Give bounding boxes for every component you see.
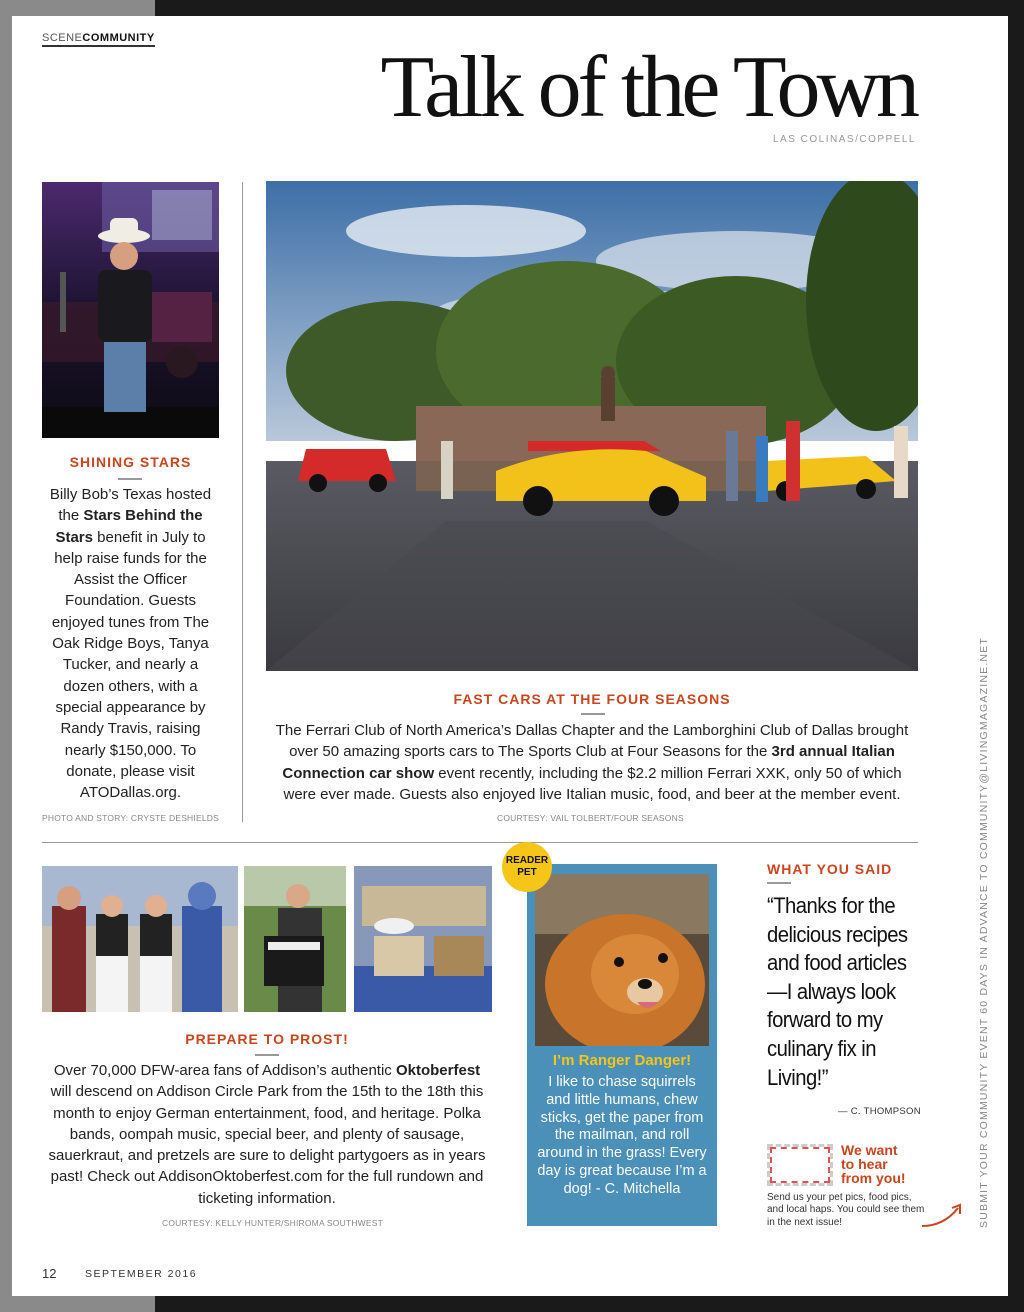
issue-date: SEPTEMBER 2016 (85, 1268, 198, 1280)
want-line: to hear (841, 1156, 888, 1172)
kicker-rule (255, 1054, 279, 1056)
prost-kicker: PREPARE TO PROST! (185, 1031, 349, 1047)
prost-text-part: Over 70,000 DFW-area fans of Addison’s authentic (53, 1062, 396, 1079)
shining-text-part: Billy Bob’s Texas hosted the (49, 486, 212, 525)
column-divider (242, 182, 243, 822)
section-tag-scene: SCENE (42, 32, 83, 44)
magazine-page (12, 16, 1008, 1296)
cars-text-part: The Ferrari Club of North America’s Dallas Chapter and the Lamborghini Club of Dallas brought over 50 amazing sports cars to The Sports Club at Four Seasons for the (275, 722, 909, 761)
page-subtitle: LAS COLINAS/COPPELL (773, 134, 916, 145)
shining-stars-credit: PHOTO AND STORY: CRYSTE DESHIELDS (42, 813, 219, 823)
shining-stars-kicker: SHINING STARS (69, 454, 192, 470)
prost-text (42, 1060, 492, 1209)
reader-quote: “Thanks for the delicious recipes and food articles—I always look forward to my culinary fix in Living!” (767, 893, 908, 1090)
what-you-said-kicker: WHAT YOU SAID (767, 861, 893, 877)
shining-stars-text (42, 484, 219, 803)
oktoberfest-group-photo (42, 866, 238, 1012)
cars-text-bold: 3rd annual Italian Connection car show (282, 743, 895, 782)
section-divider (42, 842, 918, 843)
we-want-text (841, 1143, 906, 1185)
curved-arrow-icon (920, 1202, 966, 1228)
prost-text-bold: Oktoberfest (395, 1062, 481, 1079)
prost-credit: COURTESY: KELLY HUNTER/SHIROMA SOUTHWEST (162, 1218, 384, 1228)
concert-photo (42, 182, 219, 438)
kicker-rule (581, 713, 605, 715)
shining-text-bold: Stars Behind the Stars (55, 507, 203, 546)
reader-pet-badge (502, 842, 552, 892)
section-tag (42, 32, 155, 47)
accordion-player-photo (244, 866, 346, 1012)
fast-cars-text (266, 720, 918, 805)
shining-text-part: benefit in July to help raise funds for the Assist the Officer Foundation. Guests enjoyed tunes from The Oak Ridge Boys, Tanya Tucker, and nearly a dozen others, with a special appearance by Randy Travis, raising nearly $150,000. To donate, please visit ATODallas.org. (51, 528, 210, 802)
cars-text-part: event recently, including the $2.2 million Ferrari XXK, only 50 of which were ever made. Guests also enjoyed live Italian music, food, and beer at the member event. (283, 764, 902, 803)
page-title: Talk of the Town (380, 39, 916, 136)
reader-pet-box (527, 864, 717, 1226)
kicker-rule (767, 882, 791, 884)
pet-title: I’m Ranger Danger! (552, 1052, 692, 1069)
envelope-icon (767, 1144, 833, 1186)
send-us-text: Send us your pet pics, food pics, and local haps. You could see them in the next issue! (767, 1192, 925, 1228)
submission-sidebar: SUBMIT YOUR COMMUNITY EVENT 60 DAYS IN ADVANCE TO COMMUNITY@LIVINGMAGAZINE.NET (978, 636, 990, 1228)
want-line: from you! (841, 1170, 906, 1186)
page-number: 12 (42, 1266, 57, 1281)
car-show-photo (266, 181, 918, 671)
fast-cars-credit: COURTESY: VAIL TOLBERT/FOUR SEASONS (497, 813, 684, 823)
section-tag-community: COMMUNITY (82, 32, 155, 44)
oktoberfest-food-photo (354, 866, 492, 1012)
kicker-rule (118, 478, 142, 480)
badge-line: READER (505, 855, 549, 866)
prost-text-part: will descend on Addison Circle Park from the 15th to the 18th this month to enjoy German entertainment, food, and heritage. Polka bands, oompah music, special beer, and plenty of sausage, sauerkraut, and pretzels are sure to delight partygoers as in years past! Check out AddisonOktoberfest.com for the full rundown and ticketing information. (48, 1083, 486, 1207)
pet-dog-photo (535, 874, 709, 1046)
badge-line: PET (517, 867, 537, 878)
quote-attribution: — C. THOMPSON (838, 1106, 921, 1117)
want-line: We want (841, 1142, 898, 1158)
pet-text: I like to chase squirrels and little humans, chew sticks, get the paper from the mailman, and roll around in the grass! Every day is great because I’m a dog! - C. Mitchella (537, 1074, 707, 1197)
fast-cars-kicker: FAST CARS AT THE FOUR SEASONS (453, 691, 731, 707)
